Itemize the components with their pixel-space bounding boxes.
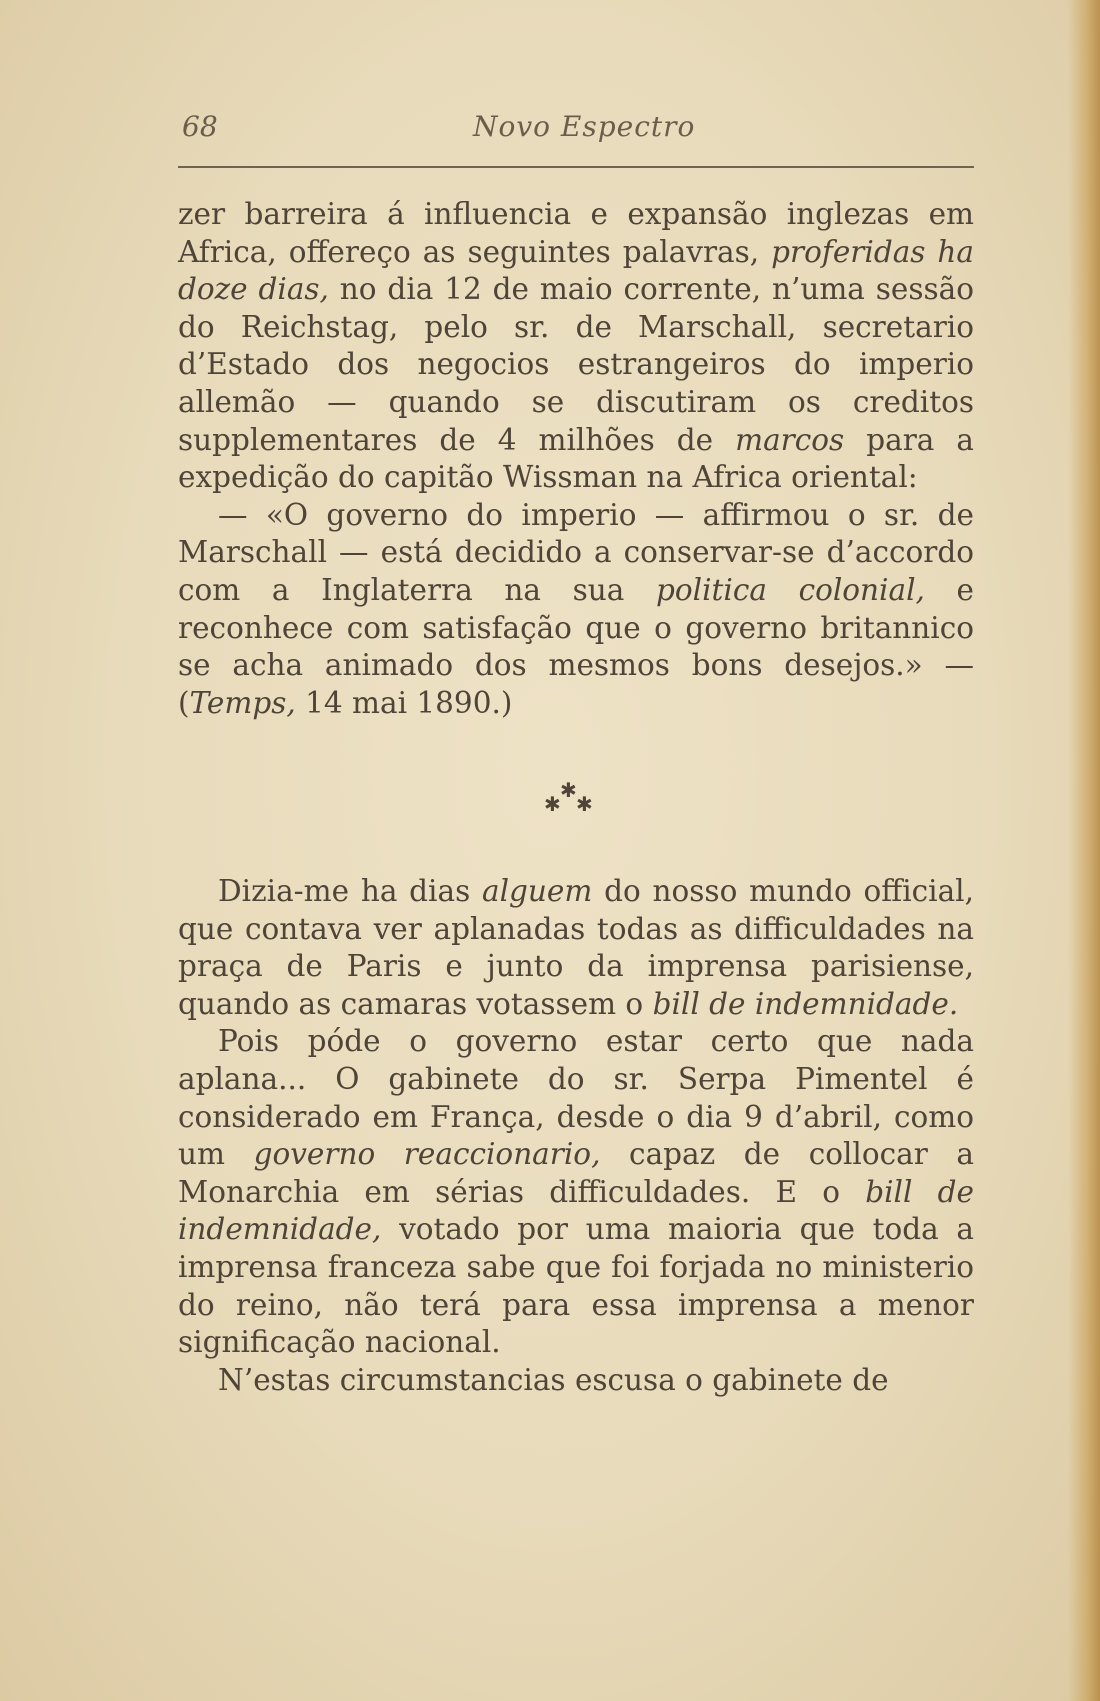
paragraph	[178, 873, 974, 1023]
italic-phrase: politica colonial,	[656, 572, 925, 607]
paragraph-text: votado por uma maioria que toda a imprensa franceza sabe que foi forjada no ministerio do reino, não terá para essa imprensa a menor significação nacional.	[178, 1212, 974, 1360]
quoted-paragraph	[178, 497, 974, 723]
paragraph	[178, 196, 974, 497]
paragraph	[178, 1023, 974, 1361]
running-title: Novo Espectro	[473, 110, 696, 143]
asterisk-icon: ✱	[544, 792, 561, 816]
paragraph-text: Dizia-me ha dias	[218, 874, 482, 908]
paragraph-text: 14 mai 1890.)	[295, 685, 513, 720]
page-edge-shadow	[1068, 0, 1100, 1701]
paragraph-text: capaz de collocar a Monarchia em sérias difficuldades. E o	[178, 1137, 975, 1209]
page-header	[178, 110, 974, 150]
page-number: 68	[182, 110, 218, 143]
paragraph-text: e reconhece com satisfação que o governo britannico se acha animado dos mesmos bons desejos.» — (	[178, 572, 974, 720]
asterisk-icon: ✱	[560, 778, 577, 802]
italic-phrase: marcos	[735, 422, 845, 457]
italic-phrase: alguem	[482, 874, 593, 908]
paragraph-text: no dia 12 de maio corrente, n’uma sessão do Reichstag, pelo sr. de Marschall, secretario d’Estado dos negocios estrangeiros do imperio allemão — quando se discutiram os creditos supplementares de 4 milhões de	[178, 272, 974, 457]
text-block-bottom	[178, 873, 974, 1399]
paragraph-text: Pois póde o governo estar certo que nada aplana... O gabinete do sr. Serpa Pimentel é considerado em França, desde o dia 9 d’abril, como um	[178, 1024, 974, 1172]
header-rule	[178, 166, 974, 168]
paragraph-text: do nosso mundo official, que contava ver aplanadas todas as difficuldades na praça de Paris e junto da imprensa parisiense, quando as camaras votassem o	[178, 874, 974, 1021]
paragraph	[178, 1362, 974, 1400]
italic-phrase: bill de indemnidade,	[178, 1174, 974, 1247]
asterisk-icon: ✱	[576, 792, 593, 816]
italic-phrase: bill de indemnidade.	[652, 986, 959, 1021]
paragraph-text: zer barreira á influencia e expansão inglezas em Africa, offereço as seguintes palavras,	[178, 197, 974, 269]
paragraph-text: — «O governo do imperio — affirmou o sr. de Marschall — está decidido a conservar-se d’accordo com a Inglaterra na sua	[178, 497, 974, 607]
italic-phrase: proferidas ha doze dias,	[178, 234, 975, 307]
italic-phrase: governo reaccionario,	[253, 1137, 601, 1172]
paragraph-text: N’estas circumstancias escusa o gabinete de	[218, 1362, 889, 1397]
italic-phrase: Temps,	[189, 685, 296, 720]
text-block-top	[178, 196, 974, 722]
paragraph-text: para a expedição do capitão Wissman na Africa oriental:	[178, 422, 974, 495]
section-break-asterism	[538, 778, 598, 818]
